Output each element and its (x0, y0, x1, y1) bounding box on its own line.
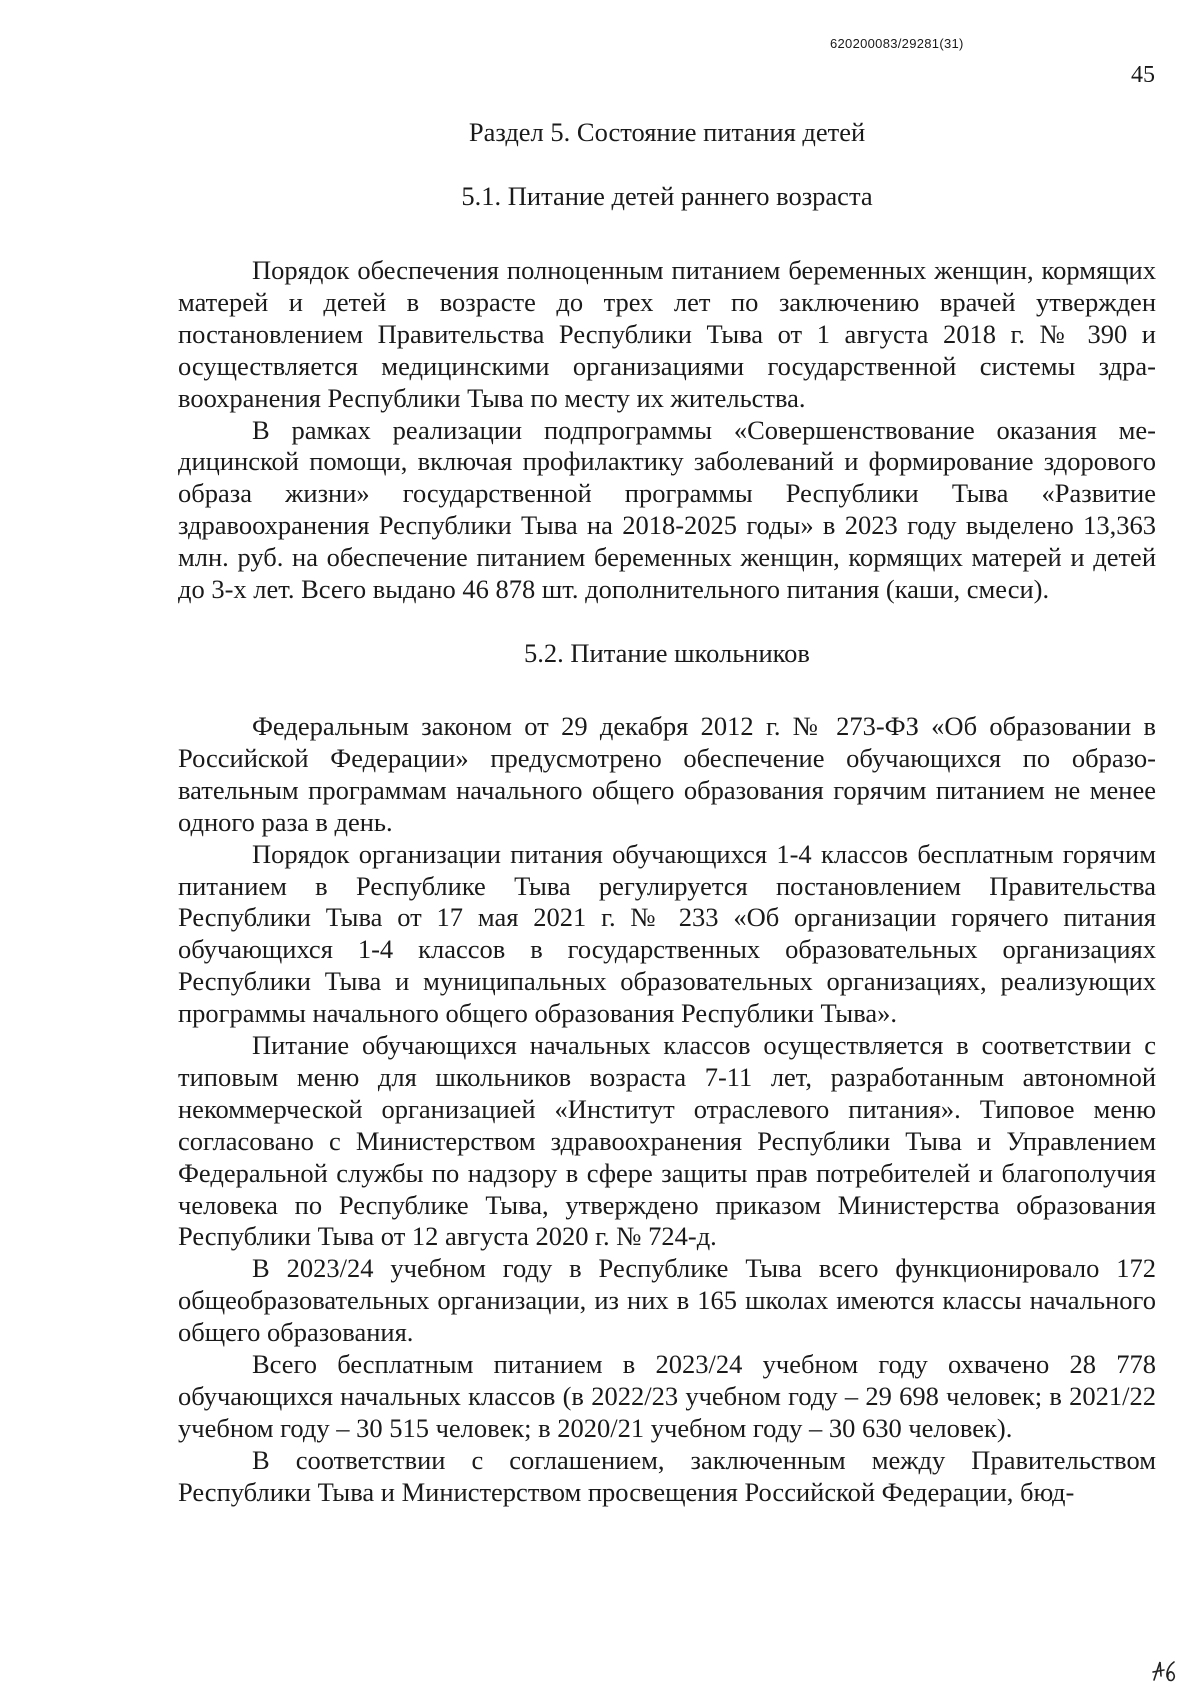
subsection-title-school-nutrition: 5.2. Питание школьников (524, 637, 810, 668)
document-id: 620200083/29281(31) (830, 36, 964, 51)
paragraph: Порядок организации питания обучающихся 1-4 классов бесплатным горячим питанием в Республике Тыва регулируется постановлением Правительства Республики Тыва от 17 мая 2021 г. № 233 «Об организации горячего питания обучающихся 1-4 классов в государственных образовательных организациях Республики Тыва и муниципальных образовательных организациях, реализующих программы начального общего образования Республики Тыва». (178, 838, 1156, 1029)
page-content (178, 116, 1156, 1509)
handwritten-page-mark (1150, 1658, 1180, 1684)
paragraph: Всего бесплатным питанием в 2023/24 учебном году охвачено 28 778 обучающихся начальных классов (в 2022/23 учебном году – 29 698 человек; в 2021/22 учебном году – 30 515 человек; в 2020/21 учебном году – 30 630 человек). (178, 1349, 1156, 1443)
page-number: 45 (1131, 62, 1155, 88)
paragraph: Федеральным законом от 29 декабря 2012 г. № 273-ФЗ «Об образовании в Российской Федерации» предусмотрено обеспечение обучающихся по образовательным программам начального общего образования горячим питанием не менее одного раза в день. (178, 710, 1156, 837)
paragraph: В рамках реализации подпрограммы «Совершенствование оказания медицинской помощи, включая профилактику заболеваний и формирование здорового образа жизни» государственной программы Республики Тыва «Развитие здравоохранения Республики Тыва на 2018-2025 годы» в 2023 году выделено 13,363 млн. руб. на обеспечение питанием беременных женщин, кормящих матерей и детей до 3-х лет. Всего выдано 46 878 шт. дополнительного питания (каши, смеси). (178, 414, 1156, 605)
subsection-title-infant-nutrition: 5.1. Питание детей раннего возраста (461, 181, 873, 211)
paragraph: В соответствии с соглашением, заключенным между Правительством Республики Тыва и Министерством просвещения Российской Федерации, бюд- (178, 1444, 1156, 1507)
paragraph: В 2023/24 учебном году в Республике Тыва всего функционировало 172 общеобразовательных организации, из них в 165 школах имеются классы начального общего образования. (178, 1253, 1156, 1348)
paragraph: Порядок обеспечения полноценным питанием беременных женщин, кормящих матерей и детей в возрасте до трех лет по заключению врачей утвержден постановлением Правительства Республики Тыва от 1 августа 2018 г. № 390 и осуществляется медицинскими организациями государственной системы здравоохранения Республики Тыва по месту их жительства. (178, 255, 1156, 413)
paragraph: Питание обучающихся начальных классов осуществляется в соответствии с типовым меню для школьников возраста 7-11 лет, разработанным автономной некоммерческой организацией «Институт отраслевого питания». Типовое меню согласовано с Министерством здравоохранения Республики Тыва и Управлением Федеральной службы по надзору в сфере защиты прав потребителей и благополучия человека по Республике Тыва, утверждено приказом Министерства образования Республики Тыва от 12 августа 2020 г. № 724-д. (178, 1030, 1156, 1252)
section-title: Раздел 5. Состояние питания детей (468, 117, 866, 147)
